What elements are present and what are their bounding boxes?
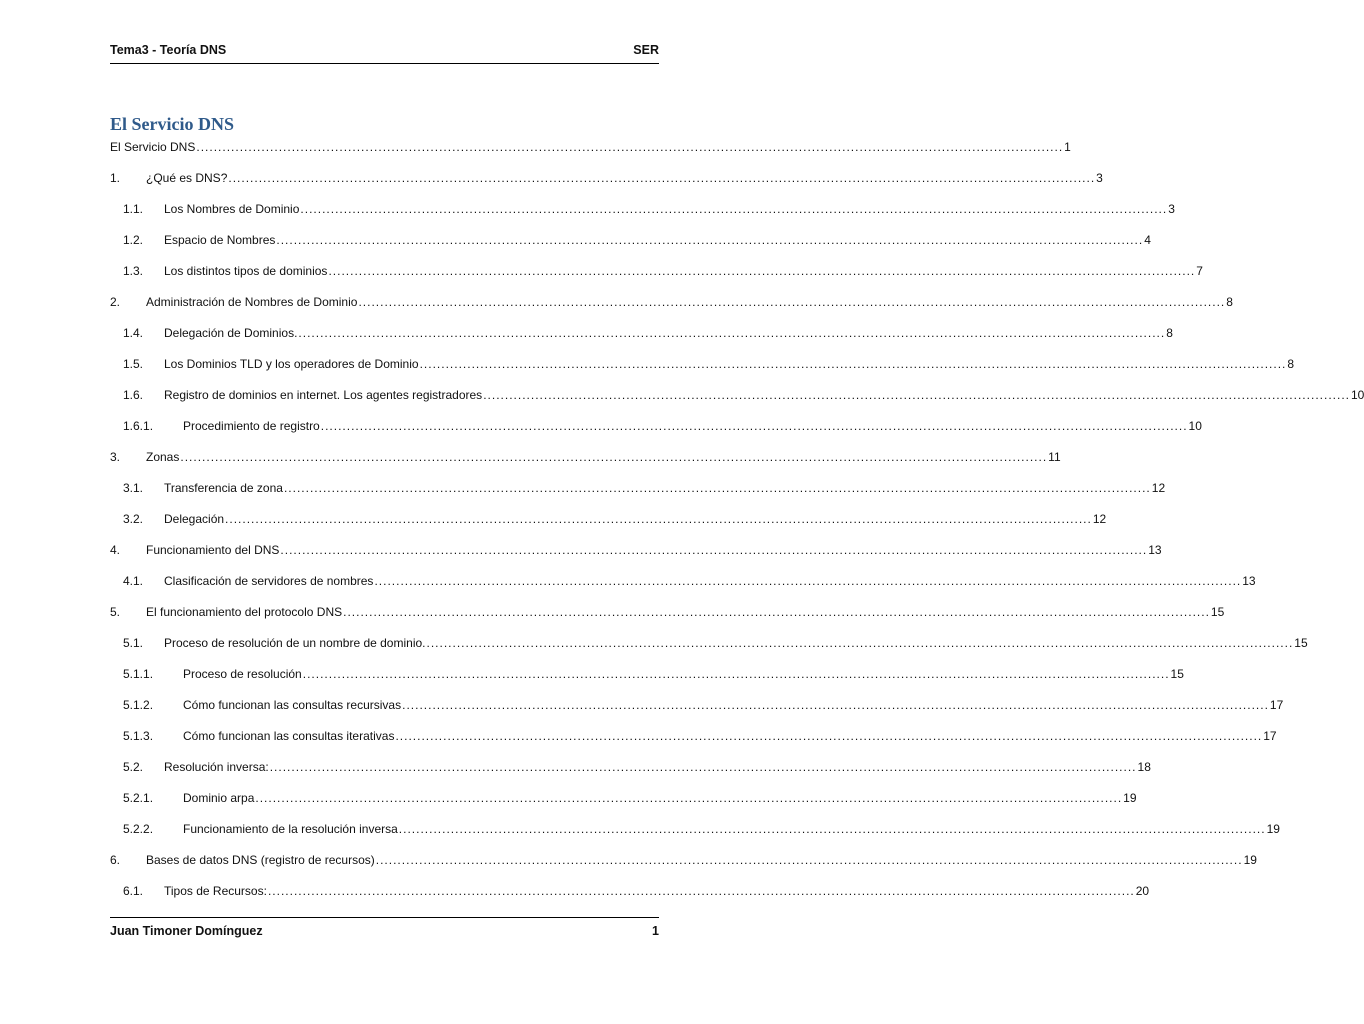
page-header: [110, 43, 659, 64]
toc-entry-title: Los Nombres de Dominio: [164, 202, 300, 216]
toc-entry-number: 3.1.: [123, 481, 144, 495]
toc-entry[interactable]: [110, 417, 1202, 433]
toc-entry[interactable]: [110, 138, 1071, 154]
toc-entry-title: Registro de dominios en internet. Los agentes registradores: [164, 388, 483, 402]
toc-entry-page: 15: [1170, 667, 1184, 681]
toc-entry-title: ¿Qué es DNS?: [146, 171, 228, 185]
toc-entry-number: 5.1.2.: [123, 698, 154, 712]
toc-entry-page: 8: [1287, 357, 1295, 371]
toc-entry-page: 20: [1135, 884, 1150, 898]
toc-entry[interactable]: [110, 882, 1150, 898]
toc-entry[interactable]: [110, 200, 1175, 216]
toc-entry-page: 10: [1350, 388, 1364, 402]
toc-entry-number: 5.2.2.: [123, 822, 154, 836]
toc-entry-page: 8: [1226, 295, 1233, 309]
toc-entry-number: 4.1.: [123, 574, 144, 588]
toc-dot-leader: ........................................................................................................................................................................................................: [225, 512, 1092, 526]
footer-page-number: 1: [652, 924, 659, 938]
toc-entry-number: 4.: [110, 543, 121, 557]
toc-entry-number: 5.2.: [123, 760, 144, 774]
toc-entry[interactable]: [110, 541, 1162, 557]
toc-dot-leader: ........................................................................................................................................................................................................: [280, 543, 1148, 557]
toc-entry-title: Funcionamiento de la resolución inversa: [183, 822, 398, 836]
toc-entry[interactable]: [110, 696, 1284, 712]
toc-entry-page: 4: [1144, 233, 1151, 247]
toc-entry-number: 5.: [110, 605, 121, 619]
toc-dot-leader: ........................................................................................................................................................................................................: [298, 326, 1166, 340]
toc-entry[interactable]: [110, 262, 1203, 278]
toc-entry[interactable]: [110, 448, 1061, 464]
toc-entry-number: 5.1.3.: [123, 729, 154, 743]
toc-dot-leader: ........................................................................................................................................................................................................: [398, 822, 1266, 836]
toc-dot-leader: ........................................................................................................................................................................................................: [483, 388, 1350, 402]
toc-dot-leader: ........................................................................................................................................................................................................: [300, 202, 1168, 216]
toc-dot-leader: ........................................................................................................................................................................................................: [375, 853, 1243, 867]
toc-entry-title: Funcionamiento del DNS: [146, 543, 280, 557]
page-footer: [110, 917, 659, 938]
toc-entry-page: 1: [1064, 140, 1071, 154]
toc-dot-leader: ........................................................................................................................................................................................................: [267, 884, 1135, 898]
toc-entry-number: 1.: [110, 171, 121, 185]
toc-entry-page: 13: [1242, 574, 1256, 588]
toc-dot-leader: ........................................................................................................................................................................................................: [343, 605, 1210, 619]
toc-entry-number: 1.6.1.: [123, 419, 154, 433]
toc-entry-number: 1.3.: [123, 264, 144, 278]
toc-entry-page: 15: [1210, 605, 1225, 619]
toc-entry[interactable]: [110, 324, 1173, 340]
toc-entry-page: 17: [1269, 698, 1284, 712]
toc-entry-number: 3.2.: [123, 512, 144, 526]
toc-entry-title: El Servicio DNS: [110, 140, 196, 154]
toc-entry-page: 19: [1266, 822, 1280, 836]
toc-entry[interactable]: [110, 355, 1295, 371]
toc-entry-title: Espacio de Nombres: [164, 233, 276, 247]
toc-entry-page: 11: [1048, 450, 1061, 464]
toc-entry-page: 19: [1123, 791, 1137, 805]
toc-entry-title: Dominio arpa: [183, 791, 255, 805]
toc-dot-leader: ........................................................................................................................................................................................................: [196, 140, 1064, 154]
toc-entry[interactable]: [110, 603, 1225, 619]
toc-dot-leader: ........................................................................................................................................................................................................: [402, 698, 1269, 712]
toc-entry[interactable]: [110, 851, 1257, 867]
toc-entry-number: 5.1.: [123, 636, 144, 650]
toc-entry[interactable]: [110, 510, 1107, 526]
toc-dot-leader: ........................................................................................................................................................................................................: [269, 760, 1137, 774]
toc-entry[interactable]: [110, 231, 1151, 247]
toc-entry[interactable]: [110, 758, 1151, 774]
toc-entry-title: Procedimiento de registro: [183, 419, 320, 433]
toc-entry-page: 15: [1294, 636, 1308, 650]
toc-entry-page: 8: [1166, 326, 1173, 340]
toc-entry-number: 1.2.: [123, 233, 144, 247]
toc-dot-leader: ........................................................................................................................................................................................................: [228, 171, 1096, 185]
toc-entry-title: Delegación de Dominios.: [164, 326, 298, 340]
toc-entry[interactable]: [110, 634, 1308, 650]
toc-dot-leader: ........................................................................................................................................................................................................: [328, 264, 1196, 278]
toc-entry-title: Los distintos tipos de dominios: [164, 264, 328, 278]
toc-entry-page: 3: [1096, 171, 1103, 185]
toc-entry-title: Zonas: [146, 450, 180, 464]
toc-entry-number: 1.1.: [123, 202, 144, 216]
toc-dot-leader: ........................................................................................................................................................................................................: [180, 450, 1048, 464]
toc-entry-title: Resolución inversa:: [164, 760, 269, 774]
toc-entry[interactable]: [110, 727, 1277, 743]
toc-entry-number: 1.6.: [123, 388, 144, 402]
toc-dot-leader: ........................................................................................................................................................................................................: [302, 667, 1170, 681]
toc-entry-page: 13: [1148, 543, 1162, 557]
toc-entry-title: Proceso de resolución: [183, 667, 302, 681]
toc-entry[interactable]: [110, 479, 1166, 495]
toc-entry-number: 6.1.: [123, 884, 144, 898]
toc-entry-title: Proceso de resolución de un nombre de dominio.: [164, 636, 426, 650]
toc-dot-leader: ........................................................................................................................................................................................................: [358, 295, 1226, 309]
toc-entry-page: 3: [1168, 202, 1175, 216]
toc-dot-leader: ........................................................................................................................................................................................................: [255, 791, 1123, 805]
toc-entry[interactable]: [110, 665, 1184, 681]
toc-entry[interactable]: [110, 169, 1103, 185]
header-right-text: SER: [633, 43, 659, 57]
toc-entry[interactable]: [110, 293, 1233, 309]
toc-entry-number: 6.: [110, 853, 121, 867]
footer-author: Juan Timoner Domínguez: [110, 924, 263, 938]
toc-entry-title: Bases de datos DNS (registro de recursos): [146, 853, 375, 867]
toc-dot-leader: ........................................................................................................................................................................................................: [374, 574, 1242, 588]
toc-dot-leader: ........................................................................................................................................................................................................: [276, 233, 1144, 247]
toc-entry-number: 3.: [110, 450, 121, 464]
toc-entry-number: 5.1.1.: [123, 667, 154, 681]
toc-entry-page: 7: [1196, 264, 1203, 278]
toc-dot-leader: ........................................................................................................................................................................................................: [419, 357, 1287, 371]
toc-entry-number: 2.: [110, 295, 121, 309]
toc-entry-page: 12: [1151, 481, 1166, 495]
toc-entry[interactable]: [110, 572, 1256, 588]
toc-entry-number: 5.2.1.: [123, 791, 154, 805]
toc-dot-leader: ........................................................................................................................................................................................................: [283, 481, 1151, 495]
toc-entry-title: Administración de Nombres de Dominio: [146, 295, 358, 309]
header-left-text: Tema3 - Teoría DNS: [110, 43, 227, 57]
toc-entry-number: 1.4.: [123, 326, 144, 340]
toc-entry[interactable]: [110, 820, 1280, 836]
toc-dot-leader: ........................................................................................................................................................................................................: [320, 419, 1188, 433]
toc-entry-title: Clasificación de servidores de nombres: [164, 574, 374, 588]
toc-entry-number: 1.5.: [123, 357, 144, 371]
toc-entry-title: Cómo funcionan las consultas iterativas: [183, 729, 395, 743]
document-title: El Servicio DNS: [110, 114, 234, 134]
toc-entry-title: Los Dominios TLD y los operadores de Dominio: [164, 357, 419, 371]
toc-entry-title: Transferencia de zona: [164, 481, 283, 495]
toc-entry[interactable]: [110, 789, 1137, 805]
toc-entry-title: El funcionamiento del protocolo DNS: [146, 605, 343, 619]
toc-entry-page: 12: [1092, 512, 1107, 526]
toc-entry-page: 10: [1188, 419, 1202, 433]
toc-entry-title: Cómo funcionan las consultas recursivas: [183, 698, 402, 712]
toc-entry-page: 17: [1263, 729, 1277, 743]
toc-entry-title: Delegación: [164, 512, 225, 526]
toc-entry-title: Tipos de Recursos:: [164, 884, 267, 898]
toc-entry-page: 18: [1137, 760, 1151, 774]
toc-dot-leader: ........................................................................................................................................................................................................: [426, 636, 1294, 650]
toc-dot-leader: ........................................................................................................................................................................................................: [395, 729, 1263, 743]
toc-entry[interactable]: [110, 386, 1364, 402]
toc-entry-page: 19: [1243, 853, 1257, 867]
